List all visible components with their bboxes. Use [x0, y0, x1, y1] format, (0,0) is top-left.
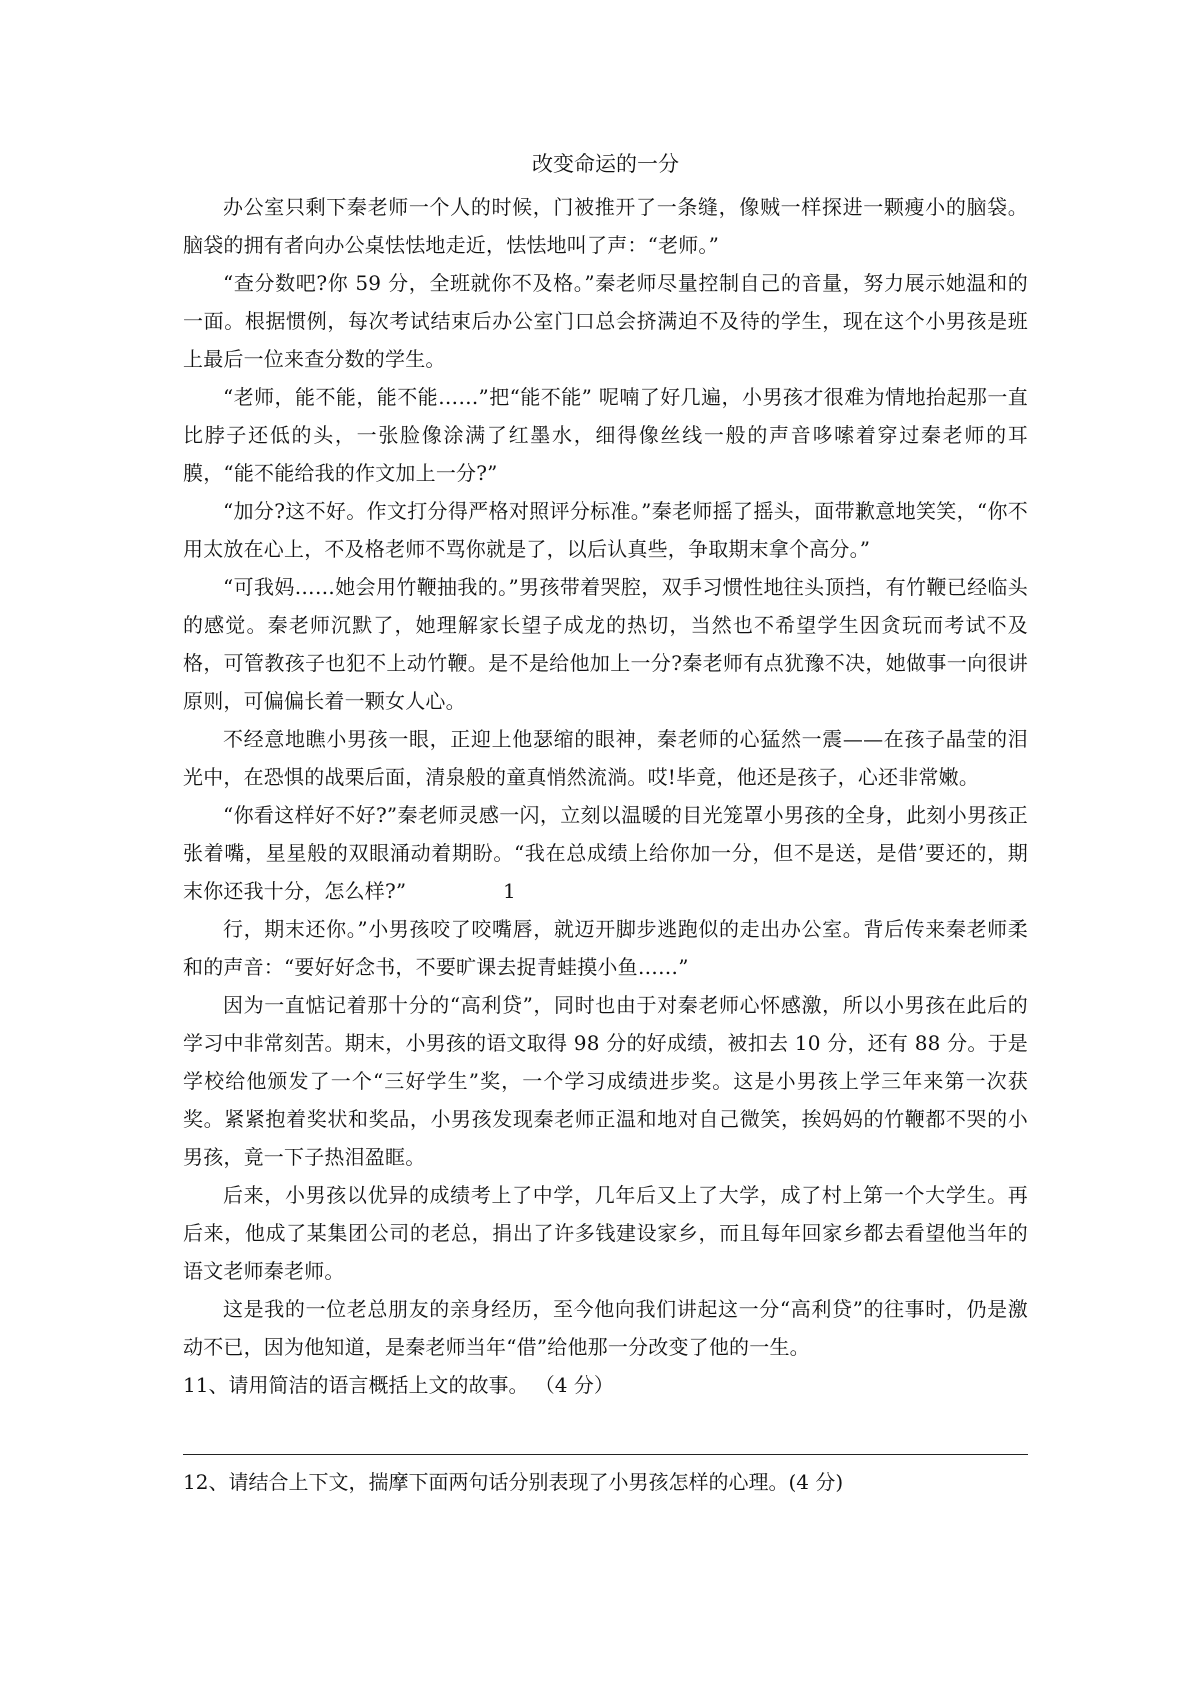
paragraph-5: “可我妈……她会用竹鞭抽我的。”男孩带着哭腔，双手习惯性地往头顶挡，有竹鞭已经临头的感觉。秦老师沉默了，她理解家长望子成龙的热切，当然也不希望学生因贪玩而考试不及格，可管教孩子也犯不上动竹鞭。是不是给他加上一分?秦老师有点犹豫不决，她做事一向很讲原则，可偏偏长着一颗女人心。: [183, 575, 1028, 713]
answer-line[interactable]: [183, 1454, 1028, 1455]
paragraph-6: 不经意地瞧小男孩一眼，正迎上他瑟缩的眼神，秦老师的心猛然一震——在孩子晶莹的泪光中，在恐惧的战栗后面，清泉般的童真悄然流淌。哎!毕竟，他还是孩子，心还非常嫩。: [183, 727, 1028, 789]
paragraph-1: 办公室只剩下秦老师一个人的时候，门被推开了一条缝，像贼一样探进一颗瘦小的脑袋。脑袋的拥有者向办公桌怯怯地走近，怯怯地叫了声：“老师。”: [183, 195, 1028, 257]
paragraph-10: 后来，小男孩以优异的成绩考上了中学，几年后又上了大学，成了村上第一个大学生。再后来，他成了某集团公司的老总，捐出了许多钱建设家乡，而且每年回家乡都去看望他当年的语文老师秦老师。: [183, 1183, 1028, 1283]
paragraph-4: “加分?这不好。作文打分得严格对照评分标准。”秦老师摇了摇头，面带歉意地笑笑，“你不用太放在心上，不及格老师不骂你就是了，以后认真些，争取期末拿个高分。”: [183, 499, 1028, 561]
paragraph-7-block: [183, 796, 1028, 910]
paragraph-9: 因为一直惦记着那十分的“高利贷”，同时也由于对秦老师心怀感激，所以小男孩在此后的学习中非常刻苦。期末，小男孩的语文取得 98 分的好成绩，被扣去 10 分，还有 88 分。于是学校给他颁发了一个“三好学生”奖，一个学习成绩进步奖。这是小男孩上学三年来第一次获奖。紧紧抱着奖状和奖品，小男孩发现秦老师正温和地对自己微笑，挨妈妈的竹鞭都不哭的小男孩，竟一下子热泪盈眶。: [183, 993, 1028, 1169]
page-number: 1: [503, 879, 516, 903]
paragraph-3: “老师，能不能，能不能……”把“能不能” 呢喃了好几遍，小男孩才很难为情地抬起那一直比脖子还低的头，一张脸像涂满了红墨水，细得像丝线一般的声音哆嗦着穿过秦老师的耳膜，“能不能给我的作文加上一分?”: [183, 385, 1028, 485]
passage-title: 改变命运的一分: [532, 152, 679, 176]
question-11: 11、请用简洁的语言概括上文的故事。 （4 分）: [183, 1373, 614, 1397]
question-12: 12、请结合上下文，揣摩下面两句话分别表现了小男孩怎样的心理。(4 分): [183, 1470, 844, 1494]
paragraph-2: “查分数吧?你 59 分，全班就你不及格。”秦老师尽量控制自己的音量，努力展示她温和的一面。根据惯例，每次考试结束后办公室门口总会挤满迫不及待的学生，现在这个小男孩是班上最后一位来查分数的学生。: [183, 271, 1028, 371]
paragraph-11: 这是我的一位老总朋友的亲身经历，至今他向我们讲起这一分“高利贷”的往事时，仍是激动不已，因为他知道，是秦老师当年“借”给他那一分改变了他的一生。: [183, 1297, 1028, 1359]
paragraph-8: 行，期末还你。”小男孩咬了咬嘴唇，就迈开脚步逃跑似的走出办公室。背后传来秦老师柔和的声音：“要好好念书，不要旷课去捉青蛙摸小鱼……”: [183, 917, 1028, 979]
document-page: [183, 140, 1028, 1501]
paragraph-7: “你看这样好不好?”秦老师灵感一闪，立刻以温暖的目光笼罩小男孩的全身，此刻小男孩正张着嘴，星星般的双眼涌动着期盼。“我在总成绩上给你加一分，但不是送，是借’要还的，期末你还我十分，怎么样?”: [183, 803, 1028, 903]
